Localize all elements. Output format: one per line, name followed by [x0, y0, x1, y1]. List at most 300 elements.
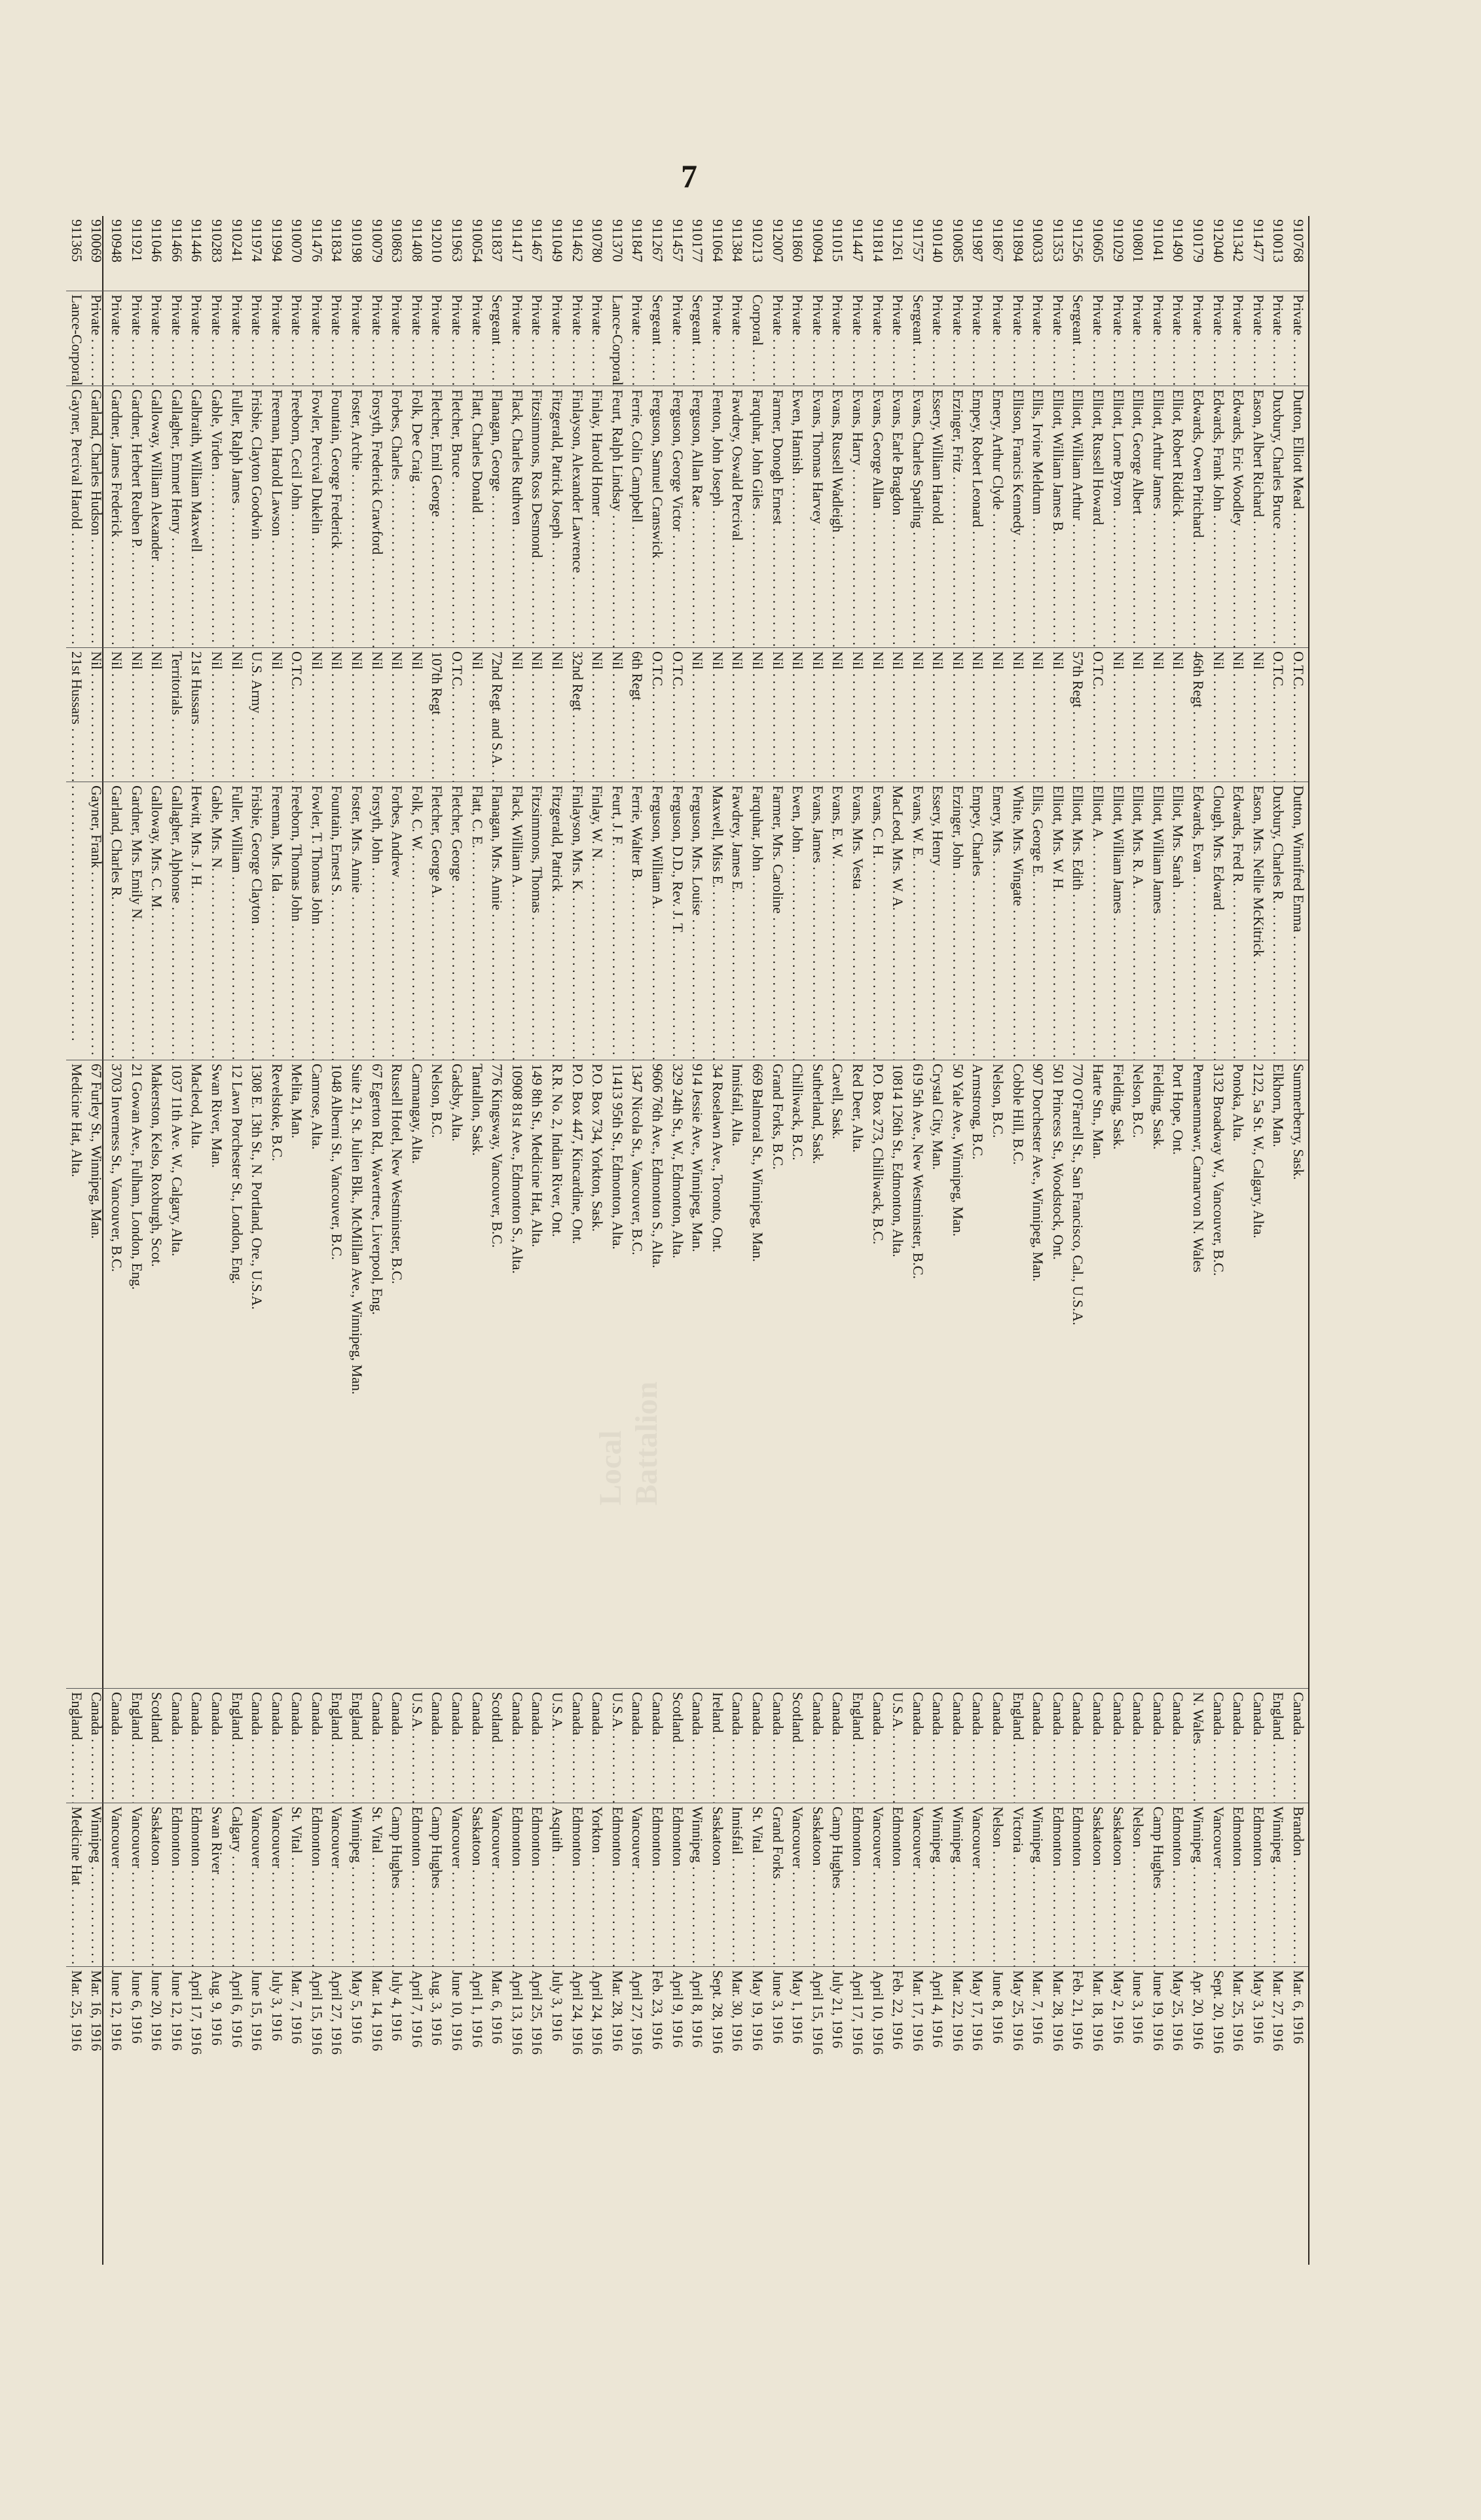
cell-prev: Nil . . .: [687, 648, 708, 782]
cell-kin: White, Mrs. Wingate . . .: [1008, 782, 1028, 1060]
cell-kin: Fitzsimmons, Thomas . . .: [527, 782, 547, 1060]
table-row: [567, 216, 587, 2265]
cell-place: Vancouver . . .: [447, 1803, 467, 1967]
cell-kin: Farquhar, John . . .: [747, 782, 767, 1060]
cell-kin: Erzinger, John . . .: [947, 782, 968, 1060]
cell-kin: Ewen, John . . .: [788, 782, 808, 1060]
cell-prev: Nil . . .: [347, 648, 367, 782]
cell-prev: Nil . . .: [527, 648, 547, 782]
cell-rank: Private . . .: [266, 291, 287, 386]
cell-date: Mar. 6, 1916: [489, 1970, 506, 2044]
cell-country: Canada . . .: [266, 1689, 287, 1803]
cell-country: Canada . . .: [928, 1689, 948, 1803]
cell-kin: Dutton, Winnifred Emma . . .: [1288, 782, 1308, 1060]
cell-place: Camp Hughes . . .: [1148, 1803, 1168, 1967]
cell-country: England . . .: [66, 1689, 86, 1803]
cell-place: Swan River . . .: [206, 1803, 227, 1967]
cell-name: Empey, Robert Leonard . . .: [968, 386, 988, 648]
cell-prev: 72nd Regt. and S.A. . . .: [487, 648, 507, 782]
cell-name: Fletcher, Emil George . . .: [427, 386, 447, 648]
cell-addr: Cavell, Sask.: [828, 1060, 848, 1689]
cell-prev: O.T.C. . . .: [1288, 648, 1308, 782]
cell-name: Forsyth, Frederick Crawford . . .: [367, 386, 387, 648]
cell-rank: Private . . .: [206, 291, 227, 386]
cell-rank: Private . . .: [947, 291, 968, 386]
cell-prev: 32nd Regt . . .: [567, 648, 587, 782]
cell-rank: Private . . .: [1088, 291, 1108, 386]
cell-place: Vancouver . . .: [266, 1803, 287, 1967]
cell-place: Edmonton . . .: [607, 1803, 627, 1967]
cell-date: May 5, 1916: [349, 1970, 366, 2043]
cell-kin: Flanagan, Mrs. Annie . . .: [487, 782, 507, 1060]
cell-name: Elliott, Russell Howard . . .: [1088, 386, 1108, 648]
cell-addr: 11413 95th St., Edmonton, Alta.: [607, 1060, 627, 1689]
cell-place: Nelson . . .: [988, 1803, 1008, 1967]
cell-kin: Fawdrey, James E. . . .: [727, 782, 748, 1060]
cell-prev: Nil . . .: [206, 648, 227, 782]
cell-name: Finlay, Harold Homer . . .: [587, 386, 608, 648]
cell-date: July 4, 1916: [389, 1970, 406, 2042]
table-row: [928, 216, 948, 2265]
cell-name: Fuller, Ralph James . . .: [227, 386, 247, 648]
cell-place: Edmonton . . .: [1228, 1803, 1249, 1967]
cell-country: Canada . . .: [467, 1689, 487, 1803]
cell-kin: Maxwell, Miss E. . . .: [707, 782, 727, 1060]
cell-rank: Sergeant . . .: [1068, 291, 1088, 386]
cell-kin: Forbes, Andrew . . .: [387, 782, 407, 1060]
cell-place: Edmonton . . .: [527, 1803, 547, 1967]
cell-kin: Elliott, Mrs. W. H. . . .: [1048, 782, 1068, 1060]
cell-name: Garland, Charles Hudson . . .: [86, 386, 107, 648]
cell-prev: Nil . . .: [367, 648, 387, 782]
cell-country: Canada . . .: [427, 1689, 447, 1803]
cell-date: June 3, 1916: [1130, 1970, 1147, 2043]
cell-prev: Nil . . .: [1128, 648, 1148, 782]
cell-num: 910768: [1288, 216, 1308, 291]
table-row: [907, 216, 928, 2265]
cell-kin: Ferguson, Mrs. Louise . . .: [687, 782, 708, 1060]
cell-prev: 21st Hussars . . .: [66, 648, 86, 782]
cell-rank: Private . . .: [587, 291, 608, 386]
cell-date: April 9, 1916: [669, 1970, 686, 2047]
cell-date: June 10, 1916: [449, 1970, 466, 2051]
cell-num: 910198: [347, 216, 367, 291]
cell-date: April 6, 1916: [229, 1970, 246, 2047]
cell-kin: Elliott, Mrs. Edith . . .: [1068, 782, 1088, 1060]
cell-prev: 21st Hussars . . .: [187, 648, 207, 782]
cell-country: Scotland . . .: [788, 1689, 808, 1803]
cell-rank: Private . . .: [1228, 291, 1249, 386]
cell-name: Elliott, Arthur James . . .: [1148, 386, 1168, 648]
cell-kin: Frisbie, George Clayton . . .: [247, 782, 267, 1060]
cell-place: Grand Forks . . .: [767, 1803, 788, 1967]
cell-name: Essery, William Harold . . .: [928, 386, 948, 648]
cell-country: Canada . . .: [206, 1689, 227, 1803]
cell-addr: Grand Forks, B.C.: [767, 1060, 788, 1689]
cell-prev: O.T.C. . . .: [647, 648, 667, 782]
cell-country: Canada . . .: [807, 1689, 828, 1803]
cell-addr: Elkhorn, Man.: [1268, 1060, 1289, 1689]
cell-addr: Innisfail, Alta.: [727, 1060, 748, 1689]
cell-addr: Suite 21, St. Julien Blk., McMillan Ave., Winnipeg, Man.: [347, 1060, 367, 1689]
table-row: [306, 216, 327, 2265]
cell-num: 912010: [427, 216, 447, 291]
cell-num: 911353: [1048, 216, 1068, 291]
cell-date: May 25, 1916: [1170, 1970, 1187, 2051]
cell-addr: Medicine Hat, Alta.: [66, 1060, 86, 1689]
cell-prev: Nil . . .: [507, 648, 527, 782]
cell-num: 911837: [487, 216, 507, 291]
cell-place: Vancouver . . .: [868, 1803, 888, 1967]
cell-num: 911994: [266, 216, 287, 291]
table-row: [527, 216, 547, 2265]
cell-name: Finlayson, Alexander Lawrence . . .: [567, 386, 587, 648]
cell-num: 911860: [788, 216, 808, 291]
cell-prev: O.T.C. . . .: [1268, 648, 1289, 782]
cell-country: England . . .: [327, 1689, 347, 1803]
cell-country: England . . .: [1268, 1689, 1289, 1803]
cell-kin: Galloway, Mrs. C. M. . . .: [147, 782, 167, 1060]
cell-addr: Tantallon, Sask.: [467, 1060, 487, 1689]
cell-addr: 907 Dorchester Ave., Winnipeg, Man.: [1028, 1060, 1048, 1689]
cell-rank: Private . . .: [447, 291, 467, 386]
cell-rank: Private . . .: [727, 291, 748, 386]
cell-country: England . . .: [1008, 1689, 1028, 1803]
cell-rank: Private . . .: [106, 291, 126, 386]
cell-date: June 12, 1916: [168, 1970, 185, 2051]
cell-country: England . . .: [847, 1689, 868, 1803]
cell-place: Winnipeg . . .: [928, 1803, 948, 1967]
table-row: [1288, 216, 1308, 2265]
table-row: [407, 216, 427, 2265]
cell-prev: Nil . . .: [888, 648, 908, 782]
cell-kin: Eason, Mrs. Nellie McKitrick . . .: [1248, 782, 1268, 1060]
cell-name: Erzinger, Fritz . . .: [947, 386, 968, 648]
cell-rank: Sergeant . . .: [647, 291, 667, 386]
table-row: [1148, 216, 1168, 2265]
cell-place: Winnipeg . . .: [1268, 1803, 1289, 1967]
cell-date: Mar. 25, 1916: [68, 1970, 85, 2051]
cell-rank: Private . . .: [928, 291, 948, 386]
cell-country: Canada . . .: [1228, 1689, 1249, 1803]
cell-kin: Ellis, George E. . . .: [1028, 782, 1048, 1060]
cell-rank: Private . . .: [507, 291, 527, 386]
cell-name: Fitzsimmons, Ross Desmond . . .: [527, 386, 547, 648]
cell-country: Canada . . .: [567, 1689, 587, 1803]
cell-place: Saskatoon . . .: [707, 1803, 727, 1967]
cell-rank: Private . . .: [968, 291, 988, 386]
cell-rank: Private . . .: [988, 291, 1008, 386]
cell-prev: O.T.C. . . .: [1088, 648, 1108, 782]
cell-name: Folk, Dee Craig . . .: [407, 386, 427, 648]
cell-rank: Private . . .: [1188, 291, 1208, 386]
cell-rank: Private . . .: [788, 291, 808, 386]
cell-rank: Private . . .: [1008, 291, 1028, 386]
cell-date: April 17, 1916: [849, 1970, 866, 2055]
cell-name: Gardner, James Frederick . . .: [106, 386, 126, 648]
cell-kin: Emery, Mrs. . . .: [988, 782, 1008, 1060]
cell-addr: Carmangay, Alta.: [407, 1060, 427, 1689]
cell-addr: Fielding, Sask.: [1148, 1060, 1168, 1689]
cell-rank: Private . . .: [367, 291, 387, 386]
cell-country: England . . .: [227, 1689, 247, 1803]
table-row: [126, 216, 147, 2265]
cell-name: Edwards, Frank John . . .: [1208, 386, 1228, 648]
cell-kin: Fuller, William . . .: [227, 782, 247, 1060]
cell-kin: Garland, Charles R. . . .: [106, 782, 126, 1060]
cell-rank: Private . . .: [1268, 291, 1289, 386]
table-row: [427, 216, 447, 2265]
table-row: [1188, 216, 1208, 2265]
cell-prev: Nil . . .: [1048, 648, 1068, 782]
cell-prev: Nil . . .: [767, 648, 788, 782]
cell-addr: 34 Roselawn Ave., Toronto, Ont.: [707, 1060, 727, 1689]
cell-rank: Corporal . . .: [747, 291, 767, 386]
cell-rank: Private . . .: [1208, 291, 1228, 386]
cell-kin: Evans, C. H. . . .: [868, 782, 888, 1060]
cell-country: Canada . . .: [187, 1689, 207, 1803]
table-row: [1008, 216, 1028, 2265]
cell-addr: 3703 Inverness St., Vancouver, B.C.: [106, 1060, 126, 1689]
cell-place: St. Vital . . .: [287, 1803, 307, 1967]
cell-kin: Empey, Charles . . .: [968, 782, 988, 1060]
cell-kin: Edwards, Evan . . .: [1188, 782, 1208, 1060]
cell-rank: Private . . .: [1168, 291, 1188, 386]
cell-prev: U.S. Army . . .: [247, 648, 267, 782]
cell-addr: Sutherland, Sask.: [807, 1060, 828, 1689]
cell-num: 910069: [86, 216, 107, 291]
cell-num: 910013: [1268, 216, 1289, 291]
cell-name: Gayner, Percival Harold . . .: [66, 386, 86, 648]
cell-prev: Nil . . .: [306, 648, 327, 782]
cell-prev: O.T.C. . . .: [667, 648, 687, 782]
table-row: [1168, 216, 1188, 2265]
cell-name: Gardner, Herbert Reuben P. . . .: [126, 386, 147, 648]
cell-prev: Nil . . .: [547, 648, 567, 782]
cell-prev: Nil . . .: [928, 648, 948, 782]
table-row: [587, 216, 608, 2265]
table-row: [707, 216, 727, 2265]
watermark: Local Battalion: [593, 1381, 664, 1505]
cell-addr: R.R. No. 2, Indian River, Ont.: [547, 1060, 567, 1689]
cell-num: 910948: [106, 216, 126, 291]
cell-country: Canada . . .: [988, 1689, 1008, 1803]
cell-rank: Private . . .: [147, 291, 167, 386]
cell-date: Mar. 16, 1916: [88, 1970, 105, 2051]
cell-date: Mar. 28, 1916: [1050, 1970, 1067, 2051]
cell-date: June 12, 1916: [108, 1970, 125, 2051]
cell-num: 911894: [1008, 216, 1028, 291]
cell-num: 911256: [1068, 216, 1088, 291]
cell-num: 911963: [447, 216, 467, 291]
cell-date: June 3, 1916: [769, 1970, 786, 2043]
cell-num: 911015: [828, 216, 848, 291]
cell-name: Eason, Albert Richard . . .: [1248, 386, 1268, 648]
cell-num: 911029: [1108, 216, 1128, 291]
cell-name: Emery, Arthur Clyde . . .: [988, 386, 1008, 648]
cell-name: Elliott, William Arthur . . .: [1068, 386, 1088, 648]
cell-date: April 1, 1916: [469, 1970, 486, 2047]
cell-addr: Ponoka, Alta.: [1228, 1060, 1249, 1689]
cell-num: 911417: [507, 216, 527, 291]
cell-country: U.S.A. . . .: [607, 1689, 627, 1803]
cell-date: June 8, 1916: [990, 1970, 1007, 2043]
cell-name: Evans, Thomas Harvey . . .: [807, 386, 828, 648]
table-row: [507, 216, 527, 2265]
table-row: [727, 216, 748, 2265]
cell-rank: Private . . .: [868, 291, 888, 386]
cell-place: Edmonton . . .: [647, 1803, 667, 1967]
cell-place: Edmonton . . .: [407, 1803, 427, 1967]
table-row: [1108, 216, 1128, 2265]
cell-addr: 12 Lawn Porchester St., London, Eng.: [227, 1060, 247, 1689]
cell-addr: 669 Balmoral St., Winnipeg, Man.: [747, 1060, 767, 1689]
cell-num: 911365: [66, 216, 86, 291]
cell-name: Ewen, Hamish . . .: [788, 386, 808, 648]
cell-name: Ferguson, Samuel Cranswick . . .: [647, 386, 667, 648]
cell-kin: Foster, Mrs. Annie . . .: [347, 782, 367, 1060]
cell-prev: Nil . . .: [828, 648, 848, 782]
cell-date: July 3, 1916: [549, 1970, 566, 2042]
cell-name: Dutton, Elliott Mead . . .: [1288, 386, 1308, 648]
table-row: [66, 216, 86, 2265]
cell-addr: P.O. Box 447, Kincardine, Ont.: [567, 1060, 587, 1689]
cell-kin: Essery, Henry . . .: [928, 782, 948, 1060]
cell-name: Duxbury, Charles Bruce . . .: [1268, 386, 1289, 648]
cell-num: 911370: [607, 216, 627, 291]
cell-name: Elliot, Robert Riddick . . .: [1168, 386, 1188, 648]
table-row: [206, 216, 227, 2265]
cell-num: 911476: [306, 216, 327, 291]
table-row: [988, 216, 1008, 2265]
cell-country: Canada . . .: [1288, 1689, 1308, 1803]
cell-rank: Private . . .: [247, 291, 267, 386]
cell-country: Canada . . .: [727, 1689, 748, 1803]
cell-place: Camp Hughes . . .: [387, 1803, 407, 1967]
cell-kin: MacLeod, Mrs. W. A. . . .: [888, 782, 908, 1060]
cell-addr: Nelson, B.C.: [427, 1060, 447, 1689]
table-row: [1228, 216, 1249, 2265]
table-row: [487, 216, 507, 2265]
cell-place: Winnipeg . . .: [1028, 1803, 1048, 1967]
cell-rank: Private . . .: [1248, 291, 1268, 386]
table-row: [287, 216, 307, 2265]
cell-date: Sept. 28, 1916: [709, 1970, 726, 2054]
cell-name: Foster, Archie . . .: [347, 386, 367, 648]
cell-place: Brandon . . .: [1288, 1803, 1308, 1967]
cell-rank: Sergeant . . .: [907, 291, 928, 386]
cell-name: Frisbie, Clayton Goodwin . . .: [247, 386, 267, 648]
cell-name: Flatt, Charles Donald . . .: [467, 386, 487, 648]
cell-prev: Nil . . .: [587, 648, 608, 782]
cell-place: Winnipeg . . .: [947, 1803, 968, 1967]
cell-rank: Private . . .: [1108, 291, 1128, 386]
cell-num: 911757: [907, 216, 928, 291]
cell-date: Mar. 27, 1916: [1270, 1970, 1287, 2051]
cell-kin: Evans, Mrs. Vesta . . .: [847, 782, 868, 1060]
cell-place: Nelson . . .: [1128, 1803, 1148, 1967]
cell-prev: Nil . . .: [1248, 648, 1268, 782]
cell-addr: Summerberry, Sask.: [1288, 1060, 1308, 1689]
table-row: [86, 216, 107, 2265]
cell-rank: Private . . .: [1028, 291, 1048, 386]
cell-country: Canada . . .: [1048, 1689, 1068, 1803]
cell-country: Ireland . . .: [707, 1689, 727, 1803]
cell-rank: Private . . .: [1128, 291, 1148, 386]
table-row: [266, 216, 287, 2265]
cell-date: Mar. 7, 1916: [289, 1970, 306, 2044]
cell-rank: Lance-Corporal . . .: [607, 291, 627, 386]
cell-date: Mar. 17, 1916: [909, 1970, 926, 2051]
cell-name: Evans, Harry . . .: [847, 386, 868, 648]
cell-date: Mar. 7, 1916: [1030, 1970, 1047, 2044]
cell-rank: Private . . .: [567, 291, 587, 386]
cell-country: Canada . . .: [1168, 1689, 1188, 1803]
cell-prev: Nil . . .: [868, 648, 888, 782]
cell-country: Canada . . .: [367, 1689, 387, 1803]
cell-date: July 3, 1916: [268, 1970, 285, 2042]
cell-num: 911261: [888, 216, 908, 291]
cell-place: Vancouver . . .: [627, 1803, 648, 1967]
cell-date: April 10, 1916: [869, 1970, 887, 2055]
cell-prev: Nil . . .: [387, 648, 407, 782]
cell-country: Canada . . .: [447, 1689, 467, 1803]
cell-addr: Penmaenmawr, Carnarvon N. Wales: [1188, 1060, 1208, 1689]
cell-num: 910283: [206, 216, 227, 291]
table-row: [1268, 216, 1289, 2265]
cell-place: Vancouver . . .: [907, 1803, 928, 1967]
table-row: [327, 216, 347, 2265]
cell-date: Mar. 28, 1916: [609, 1970, 626, 2051]
cell-place: Vancouver . . .: [487, 1803, 507, 1967]
cell-prev: Nil . . .: [1028, 648, 1048, 782]
table-row: [1088, 216, 1108, 2265]
cell-num: 911477: [1248, 216, 1268, 291]
cell-rank: Private . . .: [227, 291, 247, 386]
cell-date: May 17, 1916: [970, 1970, 987, 2051]
cell-num: 911049: [547, 216, 567, 291]
cell-place: Camp Hughes . . .: [427, 1803, 447, 1967]
cell-rank: Private . . .: [547, 291, 567, 386]
table-row: [1048, 216, 1068, 2265]
cell-addr: Russell Hotel, New Westminster, B.C.: [387, 1060, 407, 1689]
table-row: [888, 216, 908, 2265]
table-row: [807, 216, 828, 2265]
table-row: [166, 216, 187, 2265]
cell-rank: Private . . .: [306, 291, 327, 386]
cell-addr: 10908 81st Ave., Edmonton S., Alta.: [507, 1060, 527, 1689]
cell-num: 911467: [527, 216, 547, 291]
cell-place: Edmonton . . .: [507, 1803, 527, 1967]
cell-rank: Private . . .: [767, 291, 788, 386]
cell-prev: Nil . . .: [126, 648, 147, 782]
table-row: [868, 216, 888, 2265]
cell-kin: Elliot, Mrs. Sarah . . .: [1168, 782, 1188, 1060]
cell-num: 910213: [747, 216, 767, 291]
cell-prev: Nil . . .: [106, 648, 126, 782]
cell-num: 911847: [627, 216, 648, 291]
cell-date: April 27, 1916: [329, 1970, 346, 2055]
cell-country: Canada . . .: [1248, 1689, 1268, 1803]
cell-rank: Private . . .: [1288, 291, 1308, 386]
cell-name: Forbes, Charles . . .: [387, 386, 407, 648]
cell-country: Canada . . .: [507, 1689, 527, 1803]
cell-addr: 67 Egerton Rd., Wavertree, Liverpool, Eng.: [367, 1060, 387, 1689]
cell-kin: [66, 782, 86, 1060]
cell-date: July 21, 1916: [830, 1970, 847, 2049]
table-row: [367, 216, 387, 2265]
cell-num: 910140: [928, 216, 948, 291]
